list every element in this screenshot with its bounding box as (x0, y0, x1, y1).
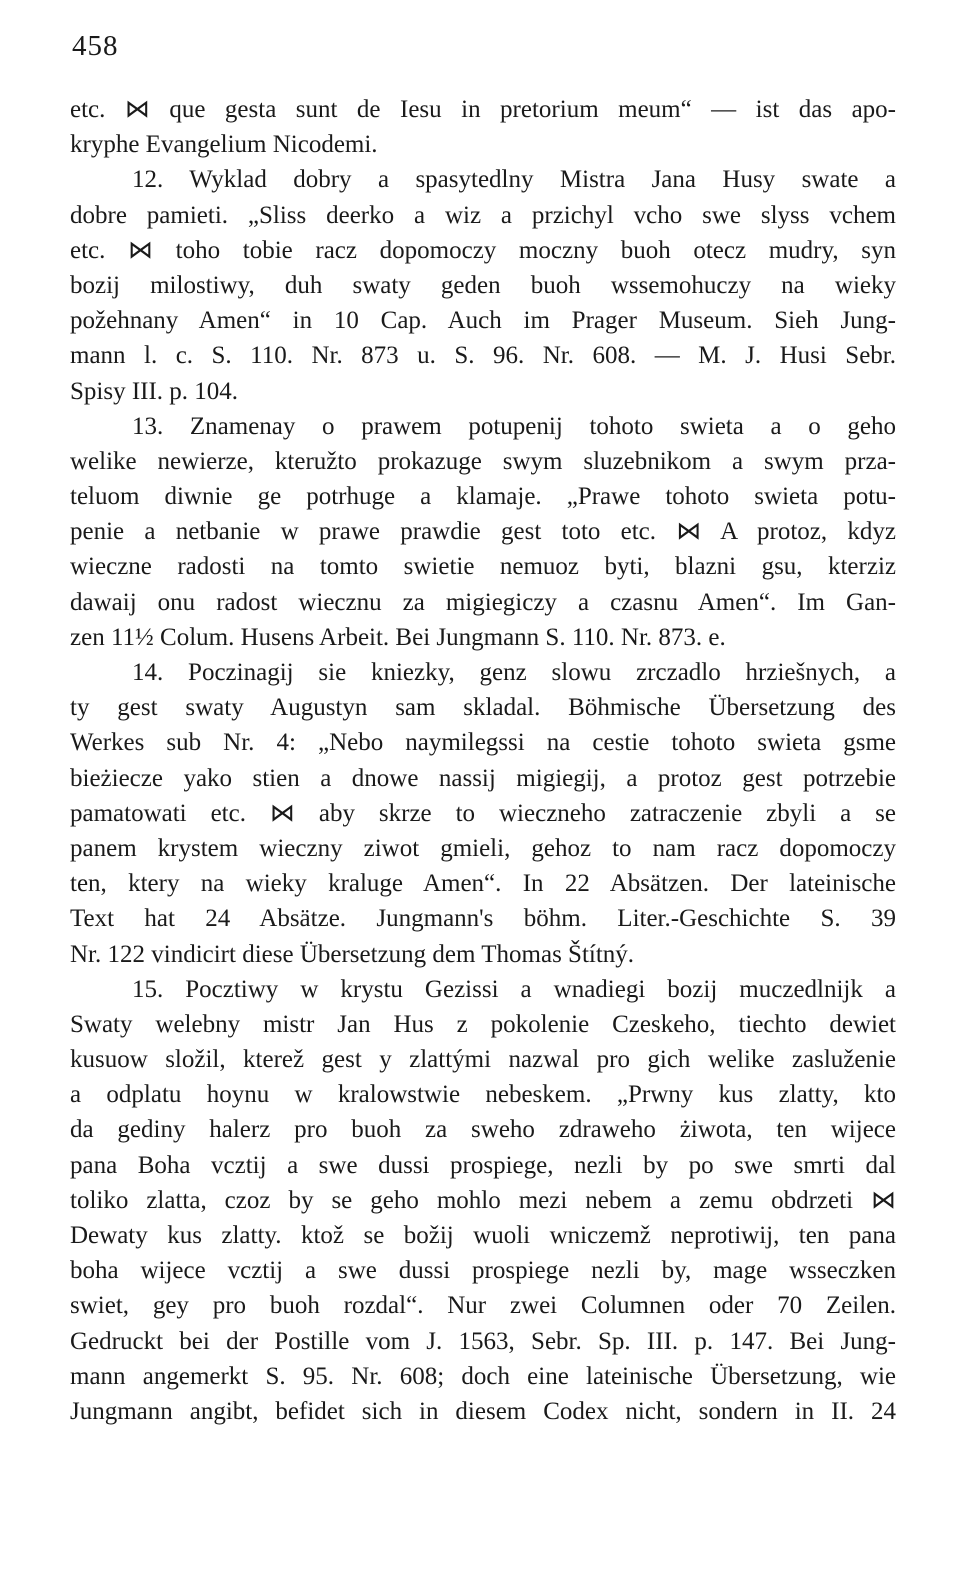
text-line: teluom diwnie ge potrhuge a klamaje. „Prawe tohoto swieta potu- (70, 483, 896, 511)
text-line: ten, ktery na wieky kraluge Amen“. In 22 Absätzen. Der lateinische (70, 870, 896, 898)
text-line: penie a netbanie w prawe prawdie gest toto etc. ⋈ A protoz, kdyz (70, 518, 896, 546)
text-line: 13. Znamenay o prawem potupenij tohoto swieta a o geho (132, 412, 896, 440)
body-text (70, 92, 896, 1429)
text-line: zen 11½ Colum. Husens Arbeit. Bei Jungmann S. 110. Nr. 873. e. (70, 623, 726, 651)
text-line: 14. Poczinagij sie kniezky, genz slowu zrczadlo hrziešnych, a (132, 659, 896, 686)
text-line: etc. ⋈ toho tobie racz dopomoczy moczny buoh otecz mudry, syn (70, 236, 896, 264)
text-line: Swaty welebny mistr Jan Hus z pokolenie Czeskeho, tiechto dewiet (70, 1010, 896, 1038)
text-line: Nr. 122 vindicirt diese Übersetzung dem Thomas Štítný. (70, 940, 635, 968)
text-line: etc. ⋈ que gesta sunt de Iesu in pretorium meum“ — ist das apo- (70, 96, 896, 123)
text-line: dobre pamieti. „Sliss deerko a wiz a przichyl vcho swe slyss vchem (70, 201, 896, 229)
text-line: Text hat 24 Absätze. Jungmann's böhm. Liter.-Geschichte S. 39 (70, 905, 896, 933)
text-line: bozij milostiwy, duh swaty geden buoh wssemohuczy na wieky (70, 271, 896, 299)
text-line: wieczne radosti na tomto swietie nemuoz byti, blazni gsu, kterziz (70, 553, 896, 581)
text-line: pana Boha vcztij a swe dussi prospiege, nezli by po swe smrti dal (70, 1151, 896, 1179)
text-line: Gedruckt bei der Postille vom J. 1563, Sebr. Sp. III. p. 147. Bei Jung- (70, 1327, 896, 1355)
text-line: da gediny halerz pro buoh za sweho zdraweho żiwota, ten wijece (70, 1116, 896, 1144)
text-line: bieżiecze yako stien a dnowe nassij migiegij, a protoz gest potrzebie (70, 764, 896, 792)
text-line: kusuow složil, kterež gest y zlattými nazwal pro gich welike zasluženie (70, 1046, 896, 1074)
text-line: požehnany Amen“ in 10 Cap. Auch im Prager Museum. Sieh Jung- (70, 307, 896, 335)
page-number: 458 (72, 30, 119, 62)
text-line: a odplatu hoynu w kralowstwie nebeskem. „Prwny kus zlatty, kto (70, 1081, 896, 1109)
text-line: Jungmann angibt, befidet sich in diesem Codex nicht, sondern in II. 24 (70, 1397, 896, 1425)
text-line: toliko zlatta, czoz by se geho mohlo mezi nebem a zemu obdrzeti ⋈ (70, 1186, 896, 1214)
text-line: welike newierze, kteružto prokazuge swym sluzebnikom a swym prza- (70, 447, 896, 475)
text-line: Werkes sub Nr. 4: „Nebo naymilegssi na cestie tohoto swieta gsme (70, 729, 896, 757)
text-line: Dewaty kus zlatty. ktož se božij wuoli wniczemž neprotiwij, ten pana (70, 1222, 896, 1249)
text-line: mann l. c. S. 110. Nr. 873 u. S. 96. Nr. 608. — M. J. Husi Sebr. (70, 342, 896, 370)
text-line: Spisy III. p. 104. (70, 377, 239, 405)
text-line: boha wijece vcztij a swe dussi prospiege nezli by, mage wsseczken (70, 1257, 896, 1285)
text-line: 12. Wyklad dobry a spasytedlny Mistra Jana Husy swate a (132, 166, 896, 194)
text-line: 15. Pocztiwy w krystu Gezissi a wnadiegi bozij muczedlnijk a (132, 975, 896, 1003)
text-line: mann angemerkt S. 95. Nr. 608; doch eine lateinische Übersetzung, wie (70, 1362, 896, 1390)
text-line: pamatowati etc. ⋈ aby skrze to wieczneho zatraczenie zbyli a se (70, 799, 896, 827)
text-line: panem krystem wieczny ziwot gmieli, gehoz to nam racz dopomoczy (70, 834, 896, 862)
text-line: kryphe Evangelium Nicodemi. (70, 131, 378, 159)
text-line: dawaij onu radost wiecznu za migiegiczy a czasnu Amen“. Im Gan- (70, 588, 896, 616)
text-line: swiet, gey pro buoh rozdal“. Nur zwei Columnen oder 70 Zeilen. (70, 1292, 896, 1320)
text-line: ty gest swaty Augustyn sam skladal. Böhmische Übersetzung des (70, 694, 896, 722)
